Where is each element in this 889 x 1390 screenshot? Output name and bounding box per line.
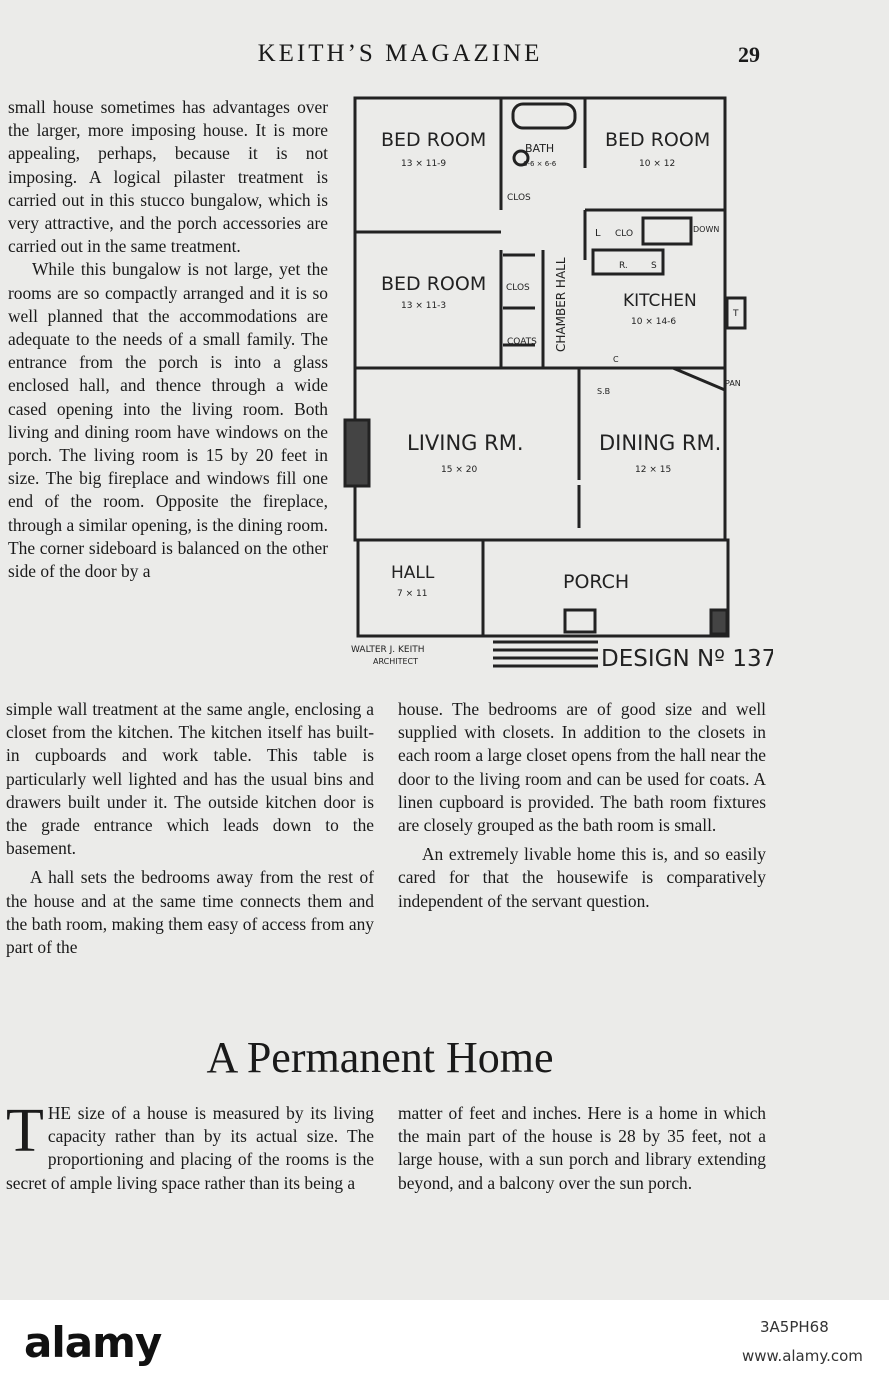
dining-room-size: 12 × 15 (635, 465, 672, 475)
range-label: R. (619, 261, 628, 271)
architect-title: ARCHITECT (373, 657, 419, 666)
paragraph (6, 1097, 374, 1195)
sink-label: S (651, 261, 657, 271)
magazine-title: KEITH’S MAGAZINE (257, 40, 543, 67)
bath-size: 6-6 × 6-6 (523, 160, 557, 168)
cupboard-label: C (613, 355, 619, 364)
dining-room-label: DINING RM. (599, 431, 722, 455)
paragraph: While this bungalow is not large, yet the rooms are so compactly arranged and it is so well planned that the accommodations are adequate to the needs of a small family. The entrance from the porch is into a glass enclosed hall, and thence through a wide cased opening into the living room. Both living and dining room have windows on the porch. The living room is 15 by 20 feet in size. The big fireplace and windows fill one end of the room. Opposite the fireplace, through a similar opening, is the dining room. The corner sideboard is balanced on the other side of the door by a (8, 259, 328, 582)
kitchen-size: 10 × 14-6 (631, 317, 677, 327)
sideboard-label: S.B (597, 387, 611, 396)
bath-label: BATH (525, 142, 555, 155)
site-url: www.alamy.com (742, 1347, 863, 1365)
bedroom-1-size: 13 × 11-9 (401, 159, 447, 169)
paragraph: A hall sets the bedrooms away from the rest of the house and at the same time connects them and the bath room, making them easy of access from any part of the (6, 867, 374, 958)
linen-label: L (595, 228, 601, 239)
bedroom-2-size: 10 × 12 (639, 159, 676, 169)
porch-label: PORCH (563, 571, 630, 593)
paragraph: An extremely livable home this is, and so easily cared for that the housewife is comparatively independent of the servant question. (398, 844, 766, 911)
hall-size: 7 × 11 (397, 589, 428, 599)
bedroom-3-size: 13 × 11-3 (401, 301, 447, 311)
paragraph: matter of feet and inches. Here is a home in which the main part of the house is 28 by 35 feet, not a large house, with a sun porch and library extending beyond, and a balcony over the sun porch. (398, 1103, 766, 1193)
paragraph: simple wall treatment at the same angle, enclosing a closet from the kitchen. The kitchen itself has built-in cupboards and work table. This table is particularly well lighted and has the usual bins and drawers built under it. The outside kitchen door is the grade entrance which leads down to the basement. (6, 699, 374, 859)
hall-label: HALL (391, 563, 435, 583)
architect-name: WALTER J. KEITH (351, 645, 425, 655)
closet-2-label: CLOS (506, 283, 530, 293)
closet-1-label: CLOS (507, 193, 531, 203)
article-right-column (398, 698, 766, 913)
living-room-size: 15 × 20 (441, 465, 478, 475)
coats-closet-label: COATS (507, 337, 537, 347)
paragraph: house. The bedrooms are of good size and well supplied with closets. In addition to the closets in each room a large closet opens from the hall near the door to the living room and can be used for coats. A linen cupboard is provided. The bath room fixtures are closely grouped as the bath room is small. (398, 699, 766, 836)
article2-left-column (6, 1097, 374, 1195)
stairs-down-label: DOWN (693, 225, 720, 234)
pantry-label: PAN (725, 379, 741, 388)
paragraph-text: HE size of a house is measured by its living capacity rather than by its actual size. The proportioning and placing of the rooms is the secret of ample living space rather than its being a (6, 1103, 374, 1193)
kitchen-label: KITCHEN (623, 291, 697, 311)
article-left-bottom-column (6, 698, 374, 959)
paragraph: small house sometimes has advantages over the larger, more imposing house. It is more appealing, perhaps, because it is not imposing. A logical pilaster treatment is carried out in this stucco bungalow, which is very attractive, and the porch accessories are carried out in the same treatment. (8, 97, 328, 257)
table-label: T (733, 309, 739, 319)
chamber-hall-label: CHAMBER HALL (554, 257, 568, 352)
closet-3-label: CLO (615, 229, 634, 239)
brand-logo: alamy (24, 1318, 162, 1367)
article2-right-column (398, 1102, 766, 1195)
bedroom-3-label: BED ROOM (381, 273, 487, 295)
design-number: DESIGN Nº 1379 (601, 646, 773, 672)
floor-plan (343, 90, 773, 678)
page-number: 29 (738, 42, 760, 67)
bedroom-1-label: BED ROOM (381, 129, 487, 151)
bedroom-2-label: BED ROOM (605, 129, 711, 151)
drop-cap: T (6, 1097, 44, 1165)
article-title: A Permanent Home (206, 1033, 554, 1082)
living-room-label: LIVING RM. (407, 431, 524, 455)
article-left-top-column (8, 96, 328, 583)
image-id: 3A5PH68 (760, 1318, 829, 1336)
